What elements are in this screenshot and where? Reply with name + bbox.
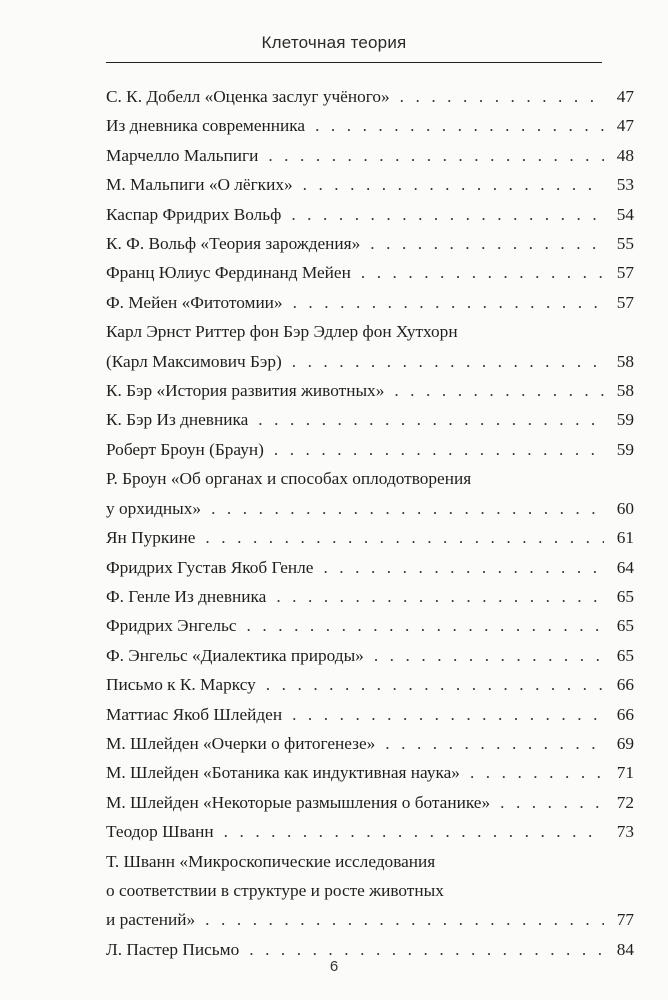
dot-leader bbox=[361, 258, 604, 287]
toc-entry-title: Л. Пастер Письмо bbox=[106, 939, 240, 959]
toc-entry bbox=[106, 111, 634, 140]
toc-entry-row bbox=[106, 347, 634, 376]
toc-entry-title: Маттиас Якоб Шлейден bbox=[106, 704, 283, 724]
table-of-contents bbox=[106, 82, 634, 964]
toc-entry-row bbox=[106, 200, 634, 229]
toc-entry-title: М. Шлейден «Некоторые размышления о ботанике» bbox=[106, 792, 491, 812]
toc-entry bbox=[106, 817, 634, 846]
toc-entry-page-number: 69 bbox=[616, 733, 634, 753]
toc-entry bbox=[106, 200, 634, 229]
toc-entry bbox=[106, 82, 634, 111]
dot-leader bbox=[400, 82, 604, 111]
toc-entry-row bbox=[106, 405, 634, 434]
toc-entry bbox=[106, 317, 634, 376]
toc-entry-row bbox=[106, 788, 634, 817]
toc-entry-title: (Карл Максимович Бэр) bbox=[106, 351, 282, 371]
toc-entry bbox=[106, 670, 634, 699]
toc-entry-row bbox=[106, 435, 634, 464]
toc-entry-row bbox=[106, 111, 634, 140]
toc-entry bbox=[106, 405, 634, 434]
toc-entry-row bbox=[106, 229, 634, 258]
toc-entry-page-number: 47 bbox=[616, 116, 634, 136]
toc-entry-page-number: 58 bbox=[616, 381, 634, 401]
toc-entry-title: М. Шлейден «Ботаника как индуктивная наука» bbox=[106, 763, 460, 783]
toc-entry-title: Фридрих Энгельс bbox=[106, 616, 237, 636]
toc-entry-row bbox=[106, 758, 634, 787]
dot-leader bbox=[323, 553, 604, 582]
toc-entry-page-number: 47 bbox=[616, 87, 634, 106]
toc-entry bbox=[106, 229, 634, 258]
dot-leader bbox=[293, 288, 604, 317]
toc-entry-page-number: 72 bbox=[616, 792, 634, 812]
header-rule bbox=[106, 62, 602, 63]
toc-entry-row bbox=[106, 376, 634, 405]
toc-entry bbox=[106, 700, 634, 729]
toc-entry bbox=[106, 729, 634, 758]
toc-entry-row bbox=[106, 553, 634, 582]
toc-entry bbox=[106, 641, 634, 670]
dot-leader bbox=[224, 817, 604, 846]
toc-entry-row bbox=[106, 729, 634, 758]
toc-entry-page-number: 53 bbox=[616, 175, 634, 195]
dot-leader bbox=[315, 111, 604, 140]
toc-entry bbox=[106, 788, 634, 817]
toc-entry bbox=[106, 141, 634, 170]
toc-entry-row bbox=[106, 82, 634, 111]
toc-entry-row bbox=[106, 258, 634, 287]
toc-entry-page-number: 84 bbox=[616, 939, 634, 959]
toc-entry-page-number: 59 bbox=[616, 410, 634, 430]
toc-entry-page-number: 57 bbox=[616, 263, 634, 283]
toc-entry-page-number: 66 bbox=[616, 675, 634, 695]
toc-entry-row bbox=[106, 170, 634, 199]
dot-leader bbox=[470, 758, 604, 787]
toc-entry-title-line: Р. Броун «Об органах и способах оплодотворения bbox=[106, 469, 472, 489]
toc-entry-title: Франц Юлиус Фердинанд Мейен bbox=[106, 263, 351, 283]
toc-entry bbox=[106, 258, 634, 287]
toc-entry bbox=[106, 288, 634, 317]
dot-leader bbox=[303, 170, 604, 199]
toc-entry-page-number: 77 bbox=[616, 910, 634, 930]
toc-entry-title: у орхидных» bbox=[106, 498, 202, 518]
dot-leader bbox=[205, 905, 604, 934]
toc-entry-page-number: 65 bbox=[616, 586, 634, 606]
toc-entry-title: Марчелло Мальпиги bbox=[106, 145, 259, 165]
dot-leader bbox=[291, 200, 604, 229]
dot-leader bbox=[211, 494, 604, 523]
toc-entry-row bbox=[106, 141, 634, 170]
toc-entry-page-number: 59 bbox=[616, 439, 634, 459]
toc-entry-title-line: Т. Шванн «Микроскопические исследования bbox=[106, 851, 436, 871]
toc-entry-title: К. Ф. Вольф «Теория зарождения» bbox=[106, 234, 361, 254]
toc-entry-row bbox=[106, 700, 634, 729]
toc-entry-row bbox=[106, 641, 634, 670]
toc-entry-title-line: Карл Эрнст Риттер фон Бэр Эдлер фон Хутхорн bbox=[106, 322, 458, 342]
dot-leader bbox=[268, 141, 604, 170]
toc-entry-title: Письмо к К. Марксу bbox=[106, 675, 256, 695]
toc-entry-title: Ян Пуркине bbox=[106, 528, 196, 548]
toc-entry-row bbox=[106, 582, 634, 611]
toc-entry-page-number: 66 bbox=[616, 704, 634, 724]
toc-entry-title: М. Шлейден «Очерки о фитогенезе» bbox=[106, 733, 376, 753]
dot-leader bbox=[292, 347, 604, 376]
toc-entry-page-number: 58 bbox=[616, 351, 634, 371]
toc-entry-row bbox=[106, 817, 634, 846]
toc-entry bbox=[106, 464, 634, 523]
toc-entry-page-number: 48 bbox=[616, 145, 634, 165]
toc-entry bbox=[106, 170, 634, 199]
toc-entry-page-number: 55 bbox=[616, 234, 634, 254]
toc-entry bbox=[106, 435, 634, 464]
dot-leader bbox=[394, 376, 604, 405]
dot-leader bbox=[266, 670, 604, 699]
dot-leader bbox=[205, 523, 604, 552]
toc-entry-title: Ф. Энгельс «Диалектика природы» bbox=[106, 645, 364, 665]
toc-entry-page-number: 64 bbox=[616, 557, 634, 577]
toc-entry-row bbox=[106, 905, 634, 934]
toc-entry-row bbox=[106, 494, 634, 523]
toc-entry-page-number: 57 bbox=[616, 292, 634, 312]
dot-leader bbox=[274, 435, 604, 464]
dot-leader bbox=[500, 788, 604, 817]
toc-entry bbox=[106, 553, 634, 582]
toc-entry-row bbox=[106, 288, 634, 317]
toc-entry-title: Фридрих Густав Якоб Генле bbox=[106, 557, 314, 577]
toc-entry-title: Ф. Генле Из дневника bbox=[106, 586, 267, 606]
toc-entry-page-number: 65 bbox=[616, 645, 634, 665]
toc-entry bbox=[106, 582, 634, 611]
toc-entry-page-number: 54 bbox=[616, 204, 634, 224]
toc-entry-title: М. Мальпиги «О лёгких» bbox=[106, 175, 293, 195]
toc-entry-page-number: 61 bbox=[616, 528, 634, 548]
toc-entry bbox=[106, 523, 634, 552]
dot-leader bbox=[374, 641, 604, 670]
toc-entry-page-number: 71 bbox=[616, 763, 634, 783]
toc-entry-row bbox=[106, 523, 634, 552]
toc-entry-title: Теодор Шванн bbox=[106, 822, 214, 842]
toc-entry-title: К. Бэр Из дневника bbox=[106, 410, 249, 430]
dot-leader bbox=[385, 729, 604, 758]
dot-leader bbox=[258, 405, 604, 434]
toc-entry-page-number: 73 bbox=[616, 822, 634, 842]
toc-entry bbox=[106, 758, 634, 787]
toc-entry bbox=[106, 376, 634, 405]
toc-entry-row bbox=[106, 611, 634, 640]
toc-entry bbox=[106, 847, 634, 935]
page-number: 6 bbox=[329, 958, 339, 975]
dot-leader bbox=[370, 229, 604, 258]
toc-entry-title: С. К. Добелл «Оценка заслуг учёного» bbox=[106, 87, 390, 106]
toc-entry-title: Ф. Мейен «Фитотомии» bbox=[106, 292, 283, 312]
running-header: Клеточная теория bbox=[261, 33, 407, 52]
toc-entry-title-line: о соответствии в структуре и росте животных bbox=[106, 880, 444, 900]
toc-entry-title: Из дневника современника bbox=[106, 116, 306, 136]
toc-entry-row bbox=[106, 670, 634, 699]
dot-leader bbox=[247, 611, 604, 640]
toc-entry-title: Роберт Броун (Браун) bbox=[106, 439, 264, 459]
toc-entry-title: К. Бэр «История развития животных» bbox=[106, 381, 385, 401]
toc-entry-title: Каспар Фридрих Вольф bbox=[106, 204, 282, 224]
toc-entry bbox=[106, 611, 634, 640]
toc-entry-title: и растений» bbox=[106, 910, 196, 930]
dot-leader bbox=[292, 700, 604, 729]
dot-leader bbox=[276, 582, 604, 611]
toc-entry-page-number: 65 bbox=[616, 616, 634, 636]
toc-entry-page-number: 60 bbox=[616, 498, 634, 518]
